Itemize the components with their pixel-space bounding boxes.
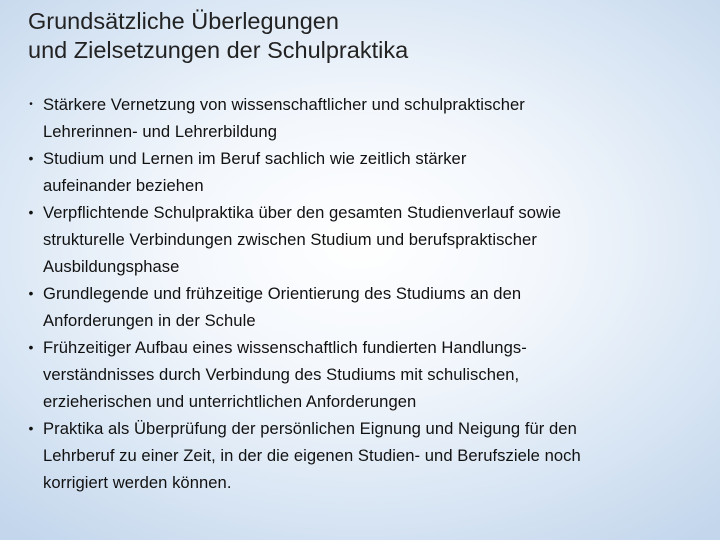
list-item <box>26 280 696 334</box>
title-line: Grundsätzliche Überlegungen <box>28 8 339 34</box>
bullet-dot-icon: • <box>28 339 34 355</box>
list-item-line: korrigiert werden können. <box>43 473 232 492</box>
list-item-line: Praktika als Überprüfung der persönlichen Eignung und Neigung für den <box>43 419 577 438</box>
list-item-line: Verpflichtende Schulpraktika über den gesamten Studienverlauf sowie <box>43 203 562 222</box>
list-item-line: Anforderungen in der Schule <box>43 311 256 330</box>
list-item-line: Frühzeitiger Aufbau eines wissenschaftlich fundierten Handlungs- <box>43 338 527 357</box>
list-item-line: strukturelle Verbindungen zwischen Studium und berufspraktischer <box>43 230 537 249</box>
list-item-line: Lehrerinnen- und Lehrerbildung <box>43 122 277 141</box>
list-item-line: aufeinander beziehen <box>43 176 204 195</box>
bullet-dot-icon: • <box>28 420 34 436</box>
list-item <box>26 91 696 145</box>
list-item-line: Ausbildungsphase <box>43 257 180 276</box>
list-item-line: verständnisses durch Verbindung des Studiums mit schulischen, <box>43 365 520 384</box>
bullet-dot-icon: • <box>28 285 34 301</box>
list-item <box>26 199 696 280</box>
list-item-line: erzieherischen und unterrichtlichen Anforderungen <box>43 392 417 411</box>
list-item <box>26 415 696 496</box>
bullet-list <box>26 91 696 496</box>
bullet-dot-icon: • <box>28 204 34 220</box>
title-line: und Zielsetzungen der Schulpraktika <box>28 37 409 63</box>
page-title <box>28 7 688 65</box>
list-item <box>26 145 696 199</box>
bullet-dot-icon: • <box>28 150 34 166</box>
bullet-dot-icon: • <box>29 99 33 110</box>
list-item-line: Stärkere Vernetzung von wissenschaftlicher und schulpraktischer <box>43 95 525 114</box>
list-item <box>26 334 696 415</box>
list-item-line: Studium und Lernen im Beruf sachlich wie zeitlich stärker <box>43 149 467 168</box>
list-item-line: Grundlegende und frühzeitige Orientierung des Studiums an den <box>43 284 522 303</box>
list-item-line: Lehrberuf zu einer Zeit, in der die eigenen Studien- und Berufsziele noch <box>43 446 581 465</box>
